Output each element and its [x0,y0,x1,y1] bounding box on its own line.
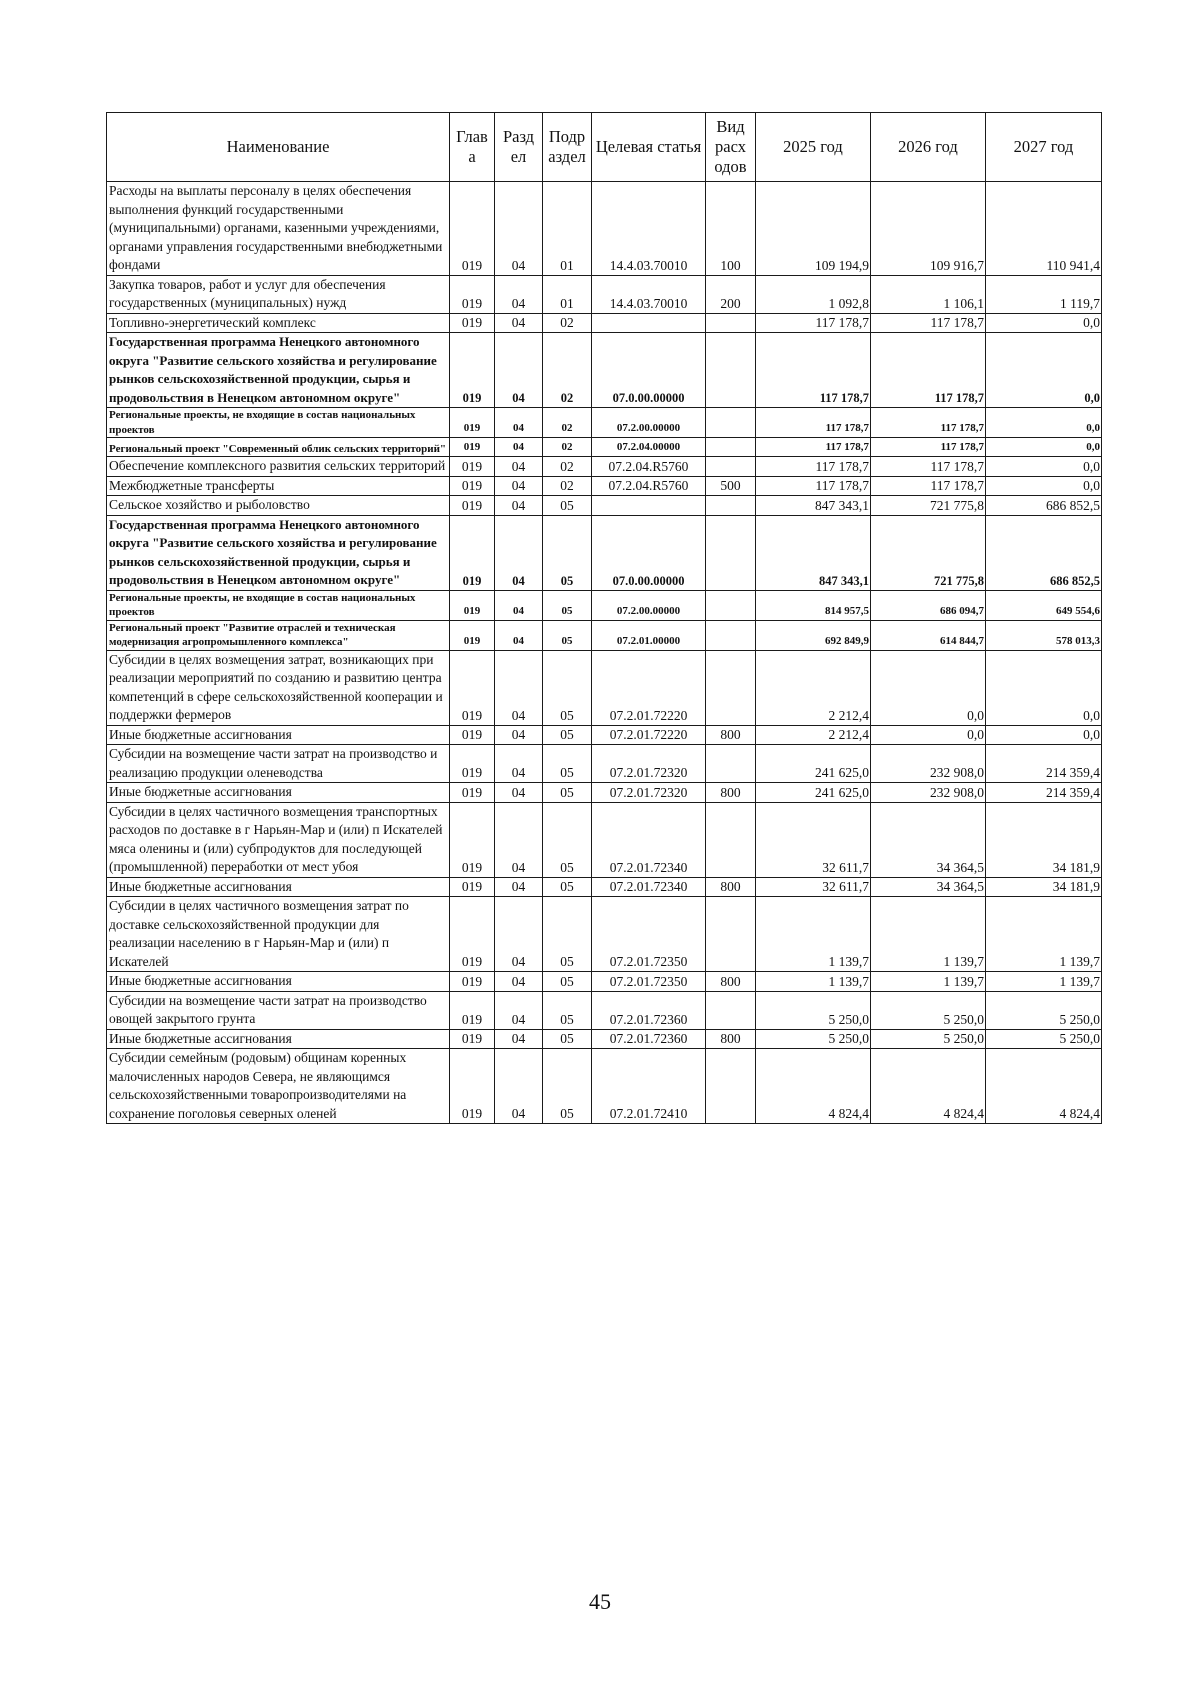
target-article-cell: 07.2.04.00000 [592,438,706,457]
table-row [107,333,1102,408]
amount-2025-cell: 117 178,7 [756,438,871,457]
expense-type-cell [706,802,756,877]
expense-type-cell: 800 [706,1029,756,1049]
target-article-cell: 14.4.03.70010 [592,182,706,276]
amount-2025-cell: 117 178,7 [756,408,871,438]
amount-2027-cell: 578 013,3 [986,620,1102,650]
amount-2026-cell: 721 775,8 [871,515,986,590]
target-article-cell: 07.2.01.72360 [592,991,706,1029]
subsection-cell: 05 [543,897,592,972]
amount-2026-cell: 117 178,7 [871,333,986,408]
amount-2026-cell: 34 364,5 [871,877,986,897]
name-cell: Региональные проекты, не входящие в состав национальных проектов [107,590,450,620]
section-cell: 04 [495,972,543,992]
name-cell: Иные бюджетные ассигнования [107,972,450,992]
chapter-cell: 019 [450,783,495,803]
section-cell: 04 [495,496,543,516]
amount-2025-cell: 241 625,0 [756,745,871,783]
expense-type-cell [706,620,756,650]
name-cell: Региональный проект "Развитие отраслей и техническая модернизация агропромышленного комплекса" [107,620,450,650]
section-cell: 04 [495,408,543,438]
target-article-cell: 07.2.01.72320 [592,783,706,803]
subsection-cell: 01 [543,182,592,276]
chapter-cell: 019 [450,408,495,438]
amount-2026-cell: 0,0 [871,725,986,745]
amount-2027-cell: 110 941,4 [986,182,1102,276]
subsection-cell: 05 [543,991,592,1029]
target-article-cell: 07.2.01.72320 [592,745,706,783]
target-article-cell: 07.2.00.00000 [592,408,706,438]
chapter-cell: 019 [450,725,495,745]
amount-2026-cell: 109 916,7 [871,182,986,276]
target-article-cell: 07.0.00.00000 [592,515,706,590]
name-cell: Субсидии на возмещение части затрат на производство овощей закрытого грунта [107,991,450,1029]
table-row [107,476,1102,496]
subsection-cell: 05 [543,620,592,650]
table-row [107,1049,1102,1124]
amount-2026-cell: 232 908,0 [871,783,986,803]
target-article-cell: 07.2.01.72220 [592,650,706,725]
amount-2025-cell: 117 178,7 [756,476,871,496]
amount-2025-cell: 1 139,7 [756,972,871,992]
amount-2027-cell: 0,0 [986,725,1102,745]
expense-type-cell [706,991,756,1029]
expense-type-cell [706,333,756,408]
target-article-cell: 07.0.00.00000 [592,333,706,408]
expense-type-cell [706,457,756,477]
amount-2027-cell: 0,0 [986,476,1102,496]
chapter-cell: 019 [450,476,495,496]
target-article-cell: 07.2.01.72350 [592,972,706,992]
section-cell: 04 [495,590,543,620]
table-body [107,182,1102,1124]
amount-2025-cell: 847 343,1 [756,496,871,516]
chapter-cell: 019 [450,182,495,276]
name-cell: Сельское хозяйство и рыболовство [107,496,450,516]
subsection-cell: 05 [543,1049,592,1124]
chapter-cell: 019 [450,802,495,877]
amount-2026-cell: 5 250,0 [871,991,986,1029]
name-cell: Государственная программа Ненецкого автономного округа "Развитие сельского хозяйства и регулирование рынков сельскохозяйственной продукции, сырья и продовольствия в Ненецком автономном округе" [107,333,450,408]
table-row [107,182,1102,276]
amount-2025-cell: 32 611,7 [756,877,871,897]
table-row [107,438,1102,457]
expense-type-cell: 200 [706,275,756,313]
subsection-cell: 05 [543,877,592,897]
name-cell: Топливно-энергетический комплекс [107,313,450,333]
expense-type-cell: 800 [706,877,756,897]
header-subsection: Подр аздел [543,113,592,182]
amount-2025-cell: 2 212,4 [756,650,871,725]
section-cell: 04 [495,182,543,276]
amount-2025-cell: 109 194,9 [756,182,871,276]
amount-2027-cell: 686 852,5 [986,496,1102,516]
amount-2025-cell: 847 343,1 [756,515,871,590]
amount-2026-cell: 0,0 [871,650,986,725]
chapter-cell: 019 [450,991,495,1029]
subsection-cell: 01 [543,275,592,313]
subsection-cell: 05 [543,745,592,783]
target-article-cell [592,496,706,516]
amount-2025-cell: 32 611,7 [756,802,871,877]
chapter-cell: 019 [450,275,495,313]
chapter-cell: 019 [450,620,495,650]
expense-type-cell [706,496,756,516]
budget-table [106,112,1102,1124]
section-cell: 04 [495,783,543,803]
section-cell: 04 [495,476,543,496]
header-name: Наименование [107,113,450,182]
target-article-cell: 07.2.01.72340 [592,877,706,897]
name-cell: Государственная программа Ненецкого автономного округа "Развитие сельского хозяйства и регулирование рынков сельскохозяйственной продукции, сырья и продовольствия в Ненецком автономном округе" [107,515,450,590]
amount-2027-cell: 0,0 [986,408,1102,438]
table-row [107,496,1102,516]
amount-2026-cell: 721 775,8 [871,496,986,516]
section-cell: 04 [495,333,543,408]
amount-2025-cell: 1 139,7 [756,897,871,972]
target-article-cell: 07.2.01.00000 [592,620,706,650]
table-row [107,620,1102,650]
amount-2027-cell: 34 181,9 [986,802,1102,877]
section-cell: 04 [495,725,543,745]
amount-2026-cell: 232 908,0 [871,745,986,783]
header-row [107,113,1102,182]
target-article-cell: 07.2.01.72340 [592,802,706,877]
table-row [107,275,1102,313]
amount-2026-cell: 117 178,7 [871,457,986,477]
table-row [107,991,1102,1029]
amount-2027-cell: 1 139,7 [986,972,1102,992]
section-cell: 04 [495,275,543,313]
table-row [107,897,1102,972]
amount-2026-cell: 117 178,7 [871,476,986,496]
subsection-cell: 05 [543,972,592,992]
name-cell: Региональные проекты, не входящие в состав национальных проектов [107,408,450,438]
amount-2027-cell: 0,0 [986,457,1102,477]
table-row [107,590,1102,620]
amount-2025-cell: 692 849,9 [756,620,871,650]
amount-2026-cell: 117 178,7 [871,408,986,438]
amount-2027-cell: 0,0 [986,438,1102,457]
target-article-cell [592,313,706,333]
expense-type-cell: 500 [706,476,756,496]
subsection-cell: 05 [543,783,592,803]
amount-2026-cell: 686 094,7 [871,590,986,620]
page-number: 45 [589,1589,611,1614]
target-article-cell: 07.2.01.72220 [592,725,706,745]
section-cell: 04 [495,515,543,590]
table-row [107,457,1102,477]
name-cell: Закупка товаров, работ и услуг для обеспечения государственных (муниципальных) нужд [107,275,450,313]
chapter-cell: 019 [450,897,495,972]
amount-2026-cell: 5 250,0 [871,1029,986,1049]
name-cell: Иные бюджетные ассигнования [107,877,450,897]
name-cell: Расходы на выплаты персоналу в целях обеспечения выполнения функций государственными (муниципальными) органами, казенными учреждениями, органами управления государственными внебюджетными фондами [107,182,450,276]
chapter-cell: 019 [450,1029,495,1049]
target-article-cell: 07.2.01.72360 [592,1029,706,1049]
amount-2025-cell: 117 178,7 [756,313,871,333]
name-cell: Субсидии в целях частичного возмещения транспортных расходов по доставке в г Нарьян-Мар и (или) п Искателей мяса оленины и (или) субпродуктов для последующей (промышленной) переработки от мест убоя [107,802,450,877]
header-year-2027: 2027 год [986,113,1102,182]
subsection-cell: 02 [543,457,592,477]
amount-2027-cell: 5 250,0 [986,1029,1102,1049]
table-row [107,877,1102,897]
amount-2025-cell: 1 092,8 [756,275,871,313]
expense-type-cell [706,1049,756,1124]
table-row [107,313,1102,333]
expense-type-cell: 800 [706,725,756,745]
name-cell: Субсидии на возмещение части затрат на производство и реализацию продукции оленеводства [107,745,450,783]
amount-2027-cell: 0,0 [986,650,1102,725]
chapter-cell: 019 [450,438,495,457]
chapter-cell: 019 [450,972,495,992]
name-cell: Субсидии в целях частичного возмещения затрат по доставке сельскохозяйственной продукции для реализации населению в г Нарьян-Мар и (или) п Искателей [107,897,450,972]
name-cell: Межбюджетные трансферты [107,476,450,496]
table-row [107,783,1102,803]
subsection-cell: 02 [543,476,592,496]
amount-2025-cell: 2 212,4 [756,725,871,745]
amount-2027-cell: 1 119,7 [986,275,1102,313]
amount-2026-cell: 614 844,7 [871,620,986,650]
subsection-cell: 05 [543,590,592,620]
amount-2026-cell: 1 139,7 [871,897,986,972]
chapter-cell: 019 [450,313,495,333]
expense-type-cell [706,590,756,620]
header-section: Разд ел [495,113,543,182]
amount-2025-cell: 117 178,7 [756,333,871,408]
amount-2025-cell: 5 250,0 [756,991,871,1029]
amount-2026-cell: 4 824,4 [871,1049,986,1124]
chapter-cell: 019 [450,333,495,408]
chapter-cell: 019 [450,515,495,590]
amount-2027-cell: 1 139,7 [986,897,1102,972]
table-row [107,1029,1102,1049]
table-row [107,972,1102,992]
section-cell: 04 [495,745,543,783]
chapter-cell: 019 [450,877,495,897]
section-cell: 04 [495,991,543,1029]
header-year-2025: 2025 год [756,113,871,182]
target-article-cell: 14.4.03.70010 [592,275,706,313]
name-cell: Иные бюджетные ассигнования [107,783,450,803]
section-cell: 04 [495,897,543,972]
amount-2027-cell: 686 852,5 [986,515,1102,590]
table-row [107,408,1102,438]
expense-type-cell [706,650,756,725]
target-article-cell: 07.2.04.R5760 [592,476,706,496]
table-row [107,515,1102,590]
chapter-cell: 019 [450,1049,495,1124]
section-cell: 04 [495,620,543,650]
chapter-cell: 019 [450,590,495,620]
section-cell: 04 [495,313,543,333]
amount-2027-cell: 0,0 [986,313,1102,333]
section-cell: 04 [495,802,543,877]
expense-type-cell: 100 [706,182,756,276]
amount-2026-cell: 34 364,5 [871,802,986,877]
chapter-cell: 019 [450,650,495,725]
chapter-cell: 019 [450,457,495,477]
name-cell: Иные бюджетные ассигнования [107,725,450,745]
subsection-cell: 05 [543,1029,592,1049]
target-article-cell: 07.2.00.00000 [592,590,706,620]
expense-type-cell [706,897,756,972]
amount-2025-cell: 241 625,0 [756,783,871,803]
section-cell: 04 [495,457,543,477]
table-row [107,650,1102,725]
chapter-cell: 019 [450,496,495,516]
amount-2027-cell: 34 181,9 [986,877,1102,897]
subsection-cell: 02 [543,313,592,333]
amount-2025-cell: 5 250,0 [756,1029,871,1049]
table-row [107,725,1102,745]
amount-2027-cell: 0,0 [986,333,1102,408]
amount-2026-cell: 1 139,7 [871,972,986,992]
header-year-2026: 2026 год [871,113,986,182]
amount-2027-cell: 4 824,4 [986,1049,1102,1124]
name-cell: Региональный проект "Современный облик сельских территорий" [107,438,450,457]
subsection-cell: 02 [543,408,592,438]
expense-type-cell [706,745,756,783]
amount-2026-cell: 1 106,1 [871,275,986,313]
section-cell: 04 [495,1049,543,1124]
section-cell: 04 [495,1029,543,1049]
table-row [107,802,1102,877]
header-target-article: Целевая статья [592,113,706,182]
expense-type-cell [706,313,756,333]
table-row [107,745,1102,783]
subsection-cell: 02 [543,438,592,457]
amount-2027-cell: 649 554,6 [986,590,1102,620]
expense-type-cell [706,438,756,457]
subsection-cell: 05 [543,650,592,725]
amount-2026-cell: 117 178,7 [871,438,986,457]
header-chapter: Глав а [450,113,495,182]
section-cell: 04 [495,877,543,897]
subsection-cell: 05 [543,725,592,745]
expense-type-cell: 800 [706,972,756,992]
section-cell: 04 [495,438,543,457]
amount-2027-cell: 5 250,0 [986,991,1102,1029]
amount-2026-cell: 117 178,7 [871,313,986,333]
amount-2027-cell: 214 359,4 [986,783,1102,803]
name-cell: Субсидии семейным (родовым) общинам коренных малочисленных народов Севера, не являющимся сельскохозяйственными товаропроизводителями на сохранение поголовья северных оленей [107,1049,450,1124]
name-cell: Субсидии в целях возмещения затрат, возникающих при реализации мероприятий по созданию и развитию центра компетенций в сфере сельскохозяйственной кооперации и поддержки фермеров [107,650,450,725]
subsection-cell: 02 [543,333,592,408]
amount-2025-cell: 4 824,4 [756,1049,871,1124]
table-header [107,113,1102,182]
name-cell: Иные бюджетные ассигнования [107,1029,450,1049]
amount-2027-cell: 214 359,4 [986,745,1102,783]
subsection-cell: 05 [543,802,592,877]
expense-type-cell [706,408,756,438]
name-cell: Обеспечение комплексного развития сельских территорий [107,457,450,477]
amount-2025-cell: 117 178,7 [756,457,871,477]
subsection-cell: 05 [543,496,592,516]
subsection-cell: 05 [543,515,592,590]
chapter-cell: 019 [450,745,495,783]
target-article-cell: 07.2.01.72350 [592,897,706,972]
amount-2025-cell: 814 957,5 [756,590,871,620]
header-expense-type: Вид расх одов [706,113,756,182]
target-article-cell: 07.2.04.R5760 [592,457,706,477]
target-article-cell: 07.2.01.72410 [592,1049,706,1124]
expense-type-cell: 800 [706,783,756,803]
expense-type-cell [706,515,756,590]
section-cell: 04 [495,650,543,725]
